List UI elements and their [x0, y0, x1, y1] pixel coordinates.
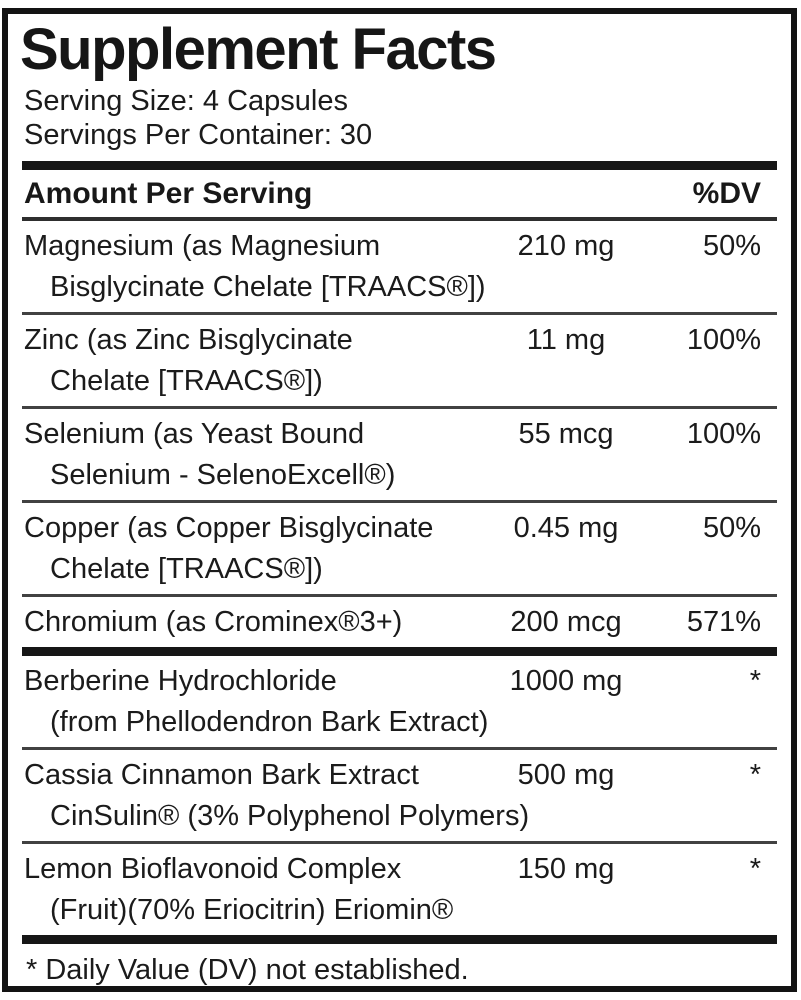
ingredient-row-lemon-bioflavonoid: [22, 841, 777, 935]
ingredient-name: Magnesium (as Magnesium: [24, 230, 381, 263]
ingredient-amount: 1000 mg: [509, 665, 623, 698]
ingredient-name: Copper (as Copper Bisglycinate: [24, 512, 434, 545]
percent-dv-header: %DV: [692, 177, 761, 211]
ingredient-row-berberine: [22, 656, 777, 747]
ingredient-name: Cassia Cinnamon Bark Extract: [24, 759, 419, 792]
ingredient-dv: 50%: [702, 512, 761, 545]
servings-per-container-text: Servings Per Container: 30: [24, 119, 373, 152]
ingredient-row-chromium: [22, 594, 777, 647]
daily-value-footnote: * Daily Value (DV) not established.: [26, 954, 469, 987]
ingredient-row-zinc: [22, 312, 777, 406]
amount-per-serving-header: Amount Per Serving: [24, 177, 313, 211]
ingredient-name-continued: (Fruit)(70% Eriocitrin) Eriomin®: [50, 894, 454, 927]
ingredient-row-magnesium: [22, 221, 777, 312]
ingredient-name: Chromium (as Crominex®3+): [24, 606, 403, 639]
ingredient-name-continued: Chelate [TRAACS®]): [50, 553, 323, 586]
divider-thick-middle: [22, 647, 777, 656]
ingredient-name: Lemon Bioflavonoid Complex: [24, 853, 402, 886]
ingredient-amount: 500 mg: [517, 759, 615, 792]
ingredient-dv: *: [749, 759, 761, 792]
ingredient-amount: 55 mcg: [518, 418, 614, 451]
ingredient-dv: 100%: [686, 324, 761, 357]
ingredient-dv: 571%: [686, 606, 761, 639]
ingredient-row-copper: [22, 500, 777, 594]
ingredient-dv: *: [749, 665, 761, 698]
divider-thick-bottom: [22, 935, 777, 944]
ingredient-amount: 0.45 mg: [513, 512, 619, 545]
serving-size-text: Serving Size: 4 Capsules: [24, 85, 348, 118]
ingredient-dv: 100%: [686, 418, 761, 451]
ingredient-amount: 200 mcg: [510, 606, 622, 639]
divider-thick-top: [22, 161, 777, 170]
label-title: Supplement Facts: [20, 17, 496, 82]
ingredient-name-continued: (from Phellodendron Bark Extract): [50, 706, 489, 739]
ingredient-dv: 50%: [702, 230, 761, 263]
ingredient-name: Selenium (as Yeast Bound: [24, 418, 365, 451]
column-header-row: [22, 170, 777, 217]
ingredient-dv: *: [749, 853, 761, 886]
ingredient-row-cassia-cinnamon: [22, 747, 777, 841]
ingredient-row-selenium: [22, 406, 777, 500]
ingredient-name: Zinc (as Zinc Bisglycinate: [24, 324, 353, 357]
ingredient-amount: 11 mg: [526, 324, 606, 357]
ingredient-name: Berberine Hydrochloride: [24, 665, 337, 698]
supplement-facts-panel: [2, 8, 797, 992]
ingredient-name-continued: Bisglycinate Chelate [TRAACS®]): [50, 271, 486, 304]
ingredient-name-continued: Selenium - SelenoExcell®): [50, 459, 396, 492]
ingredient-amount: 150 mg: [517, 853, 615, 886]
ingredient-amount: 210 mg: [517, 230, 615, 263]
ingredient-name-continued: CinSulin® (3% Polyphenol Polymers): [50, 800, 530, 833]
ingredient-name-continued: Chelate [TRAACS®]): [50, 365, 323, 398]
